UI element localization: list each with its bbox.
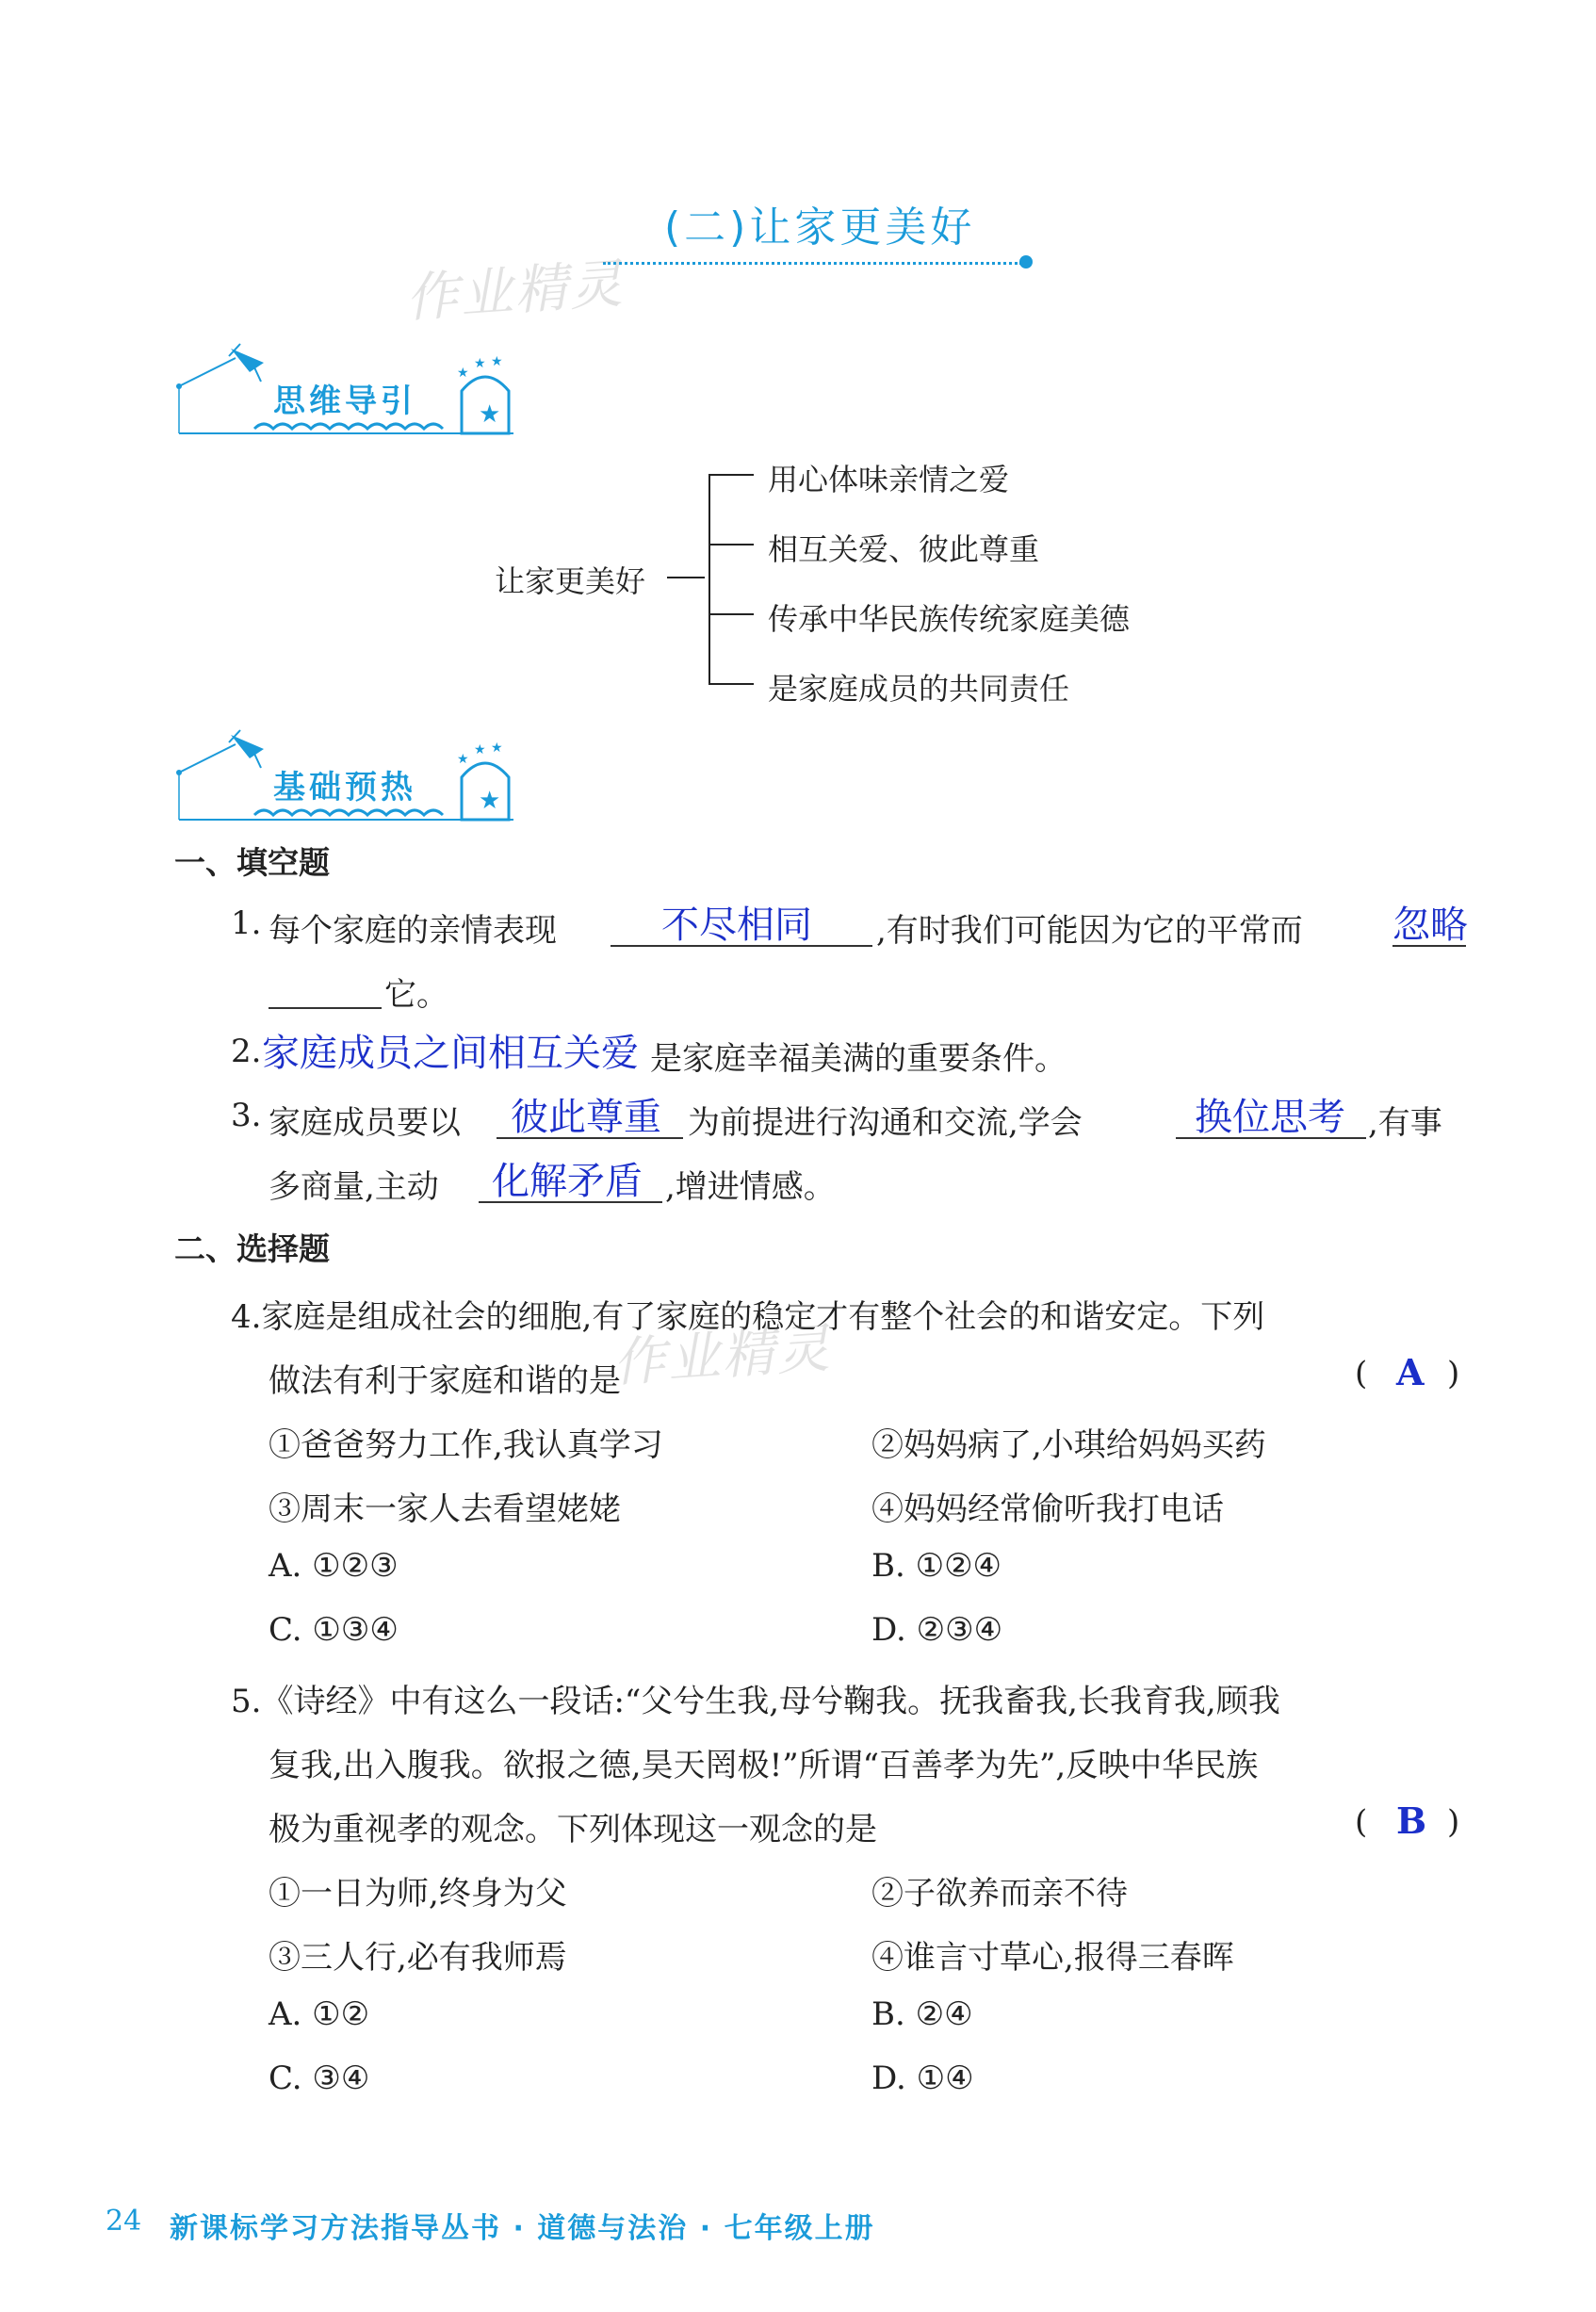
q5-paren-close: ) [1447, 1803, 1460, 1841]
watermark: 作业精灵 [403, 252, 627, 331]
q1-answer-b: 忽略 [1392, 904, 1468, 947]
q5-line: 5.《诗经》中有这么一段话:“父兮生我,母兮鞠我。抚我畜我,长我育我,顾我 [231, 1683, 1280, 1720]
mindmap-branch-line [708, 683, 754, 685]
part2-heading: 二、选择题 [174, 1230, 330, 1267]
mindmap-branch: 是家庭成员的共同责任 [768, 671, 1070, 707]
mindmap-branch: 相互关爱、彼此尊重 [768, 531, 1040, 567]
watermark: 作业精灵 [611, 1317, 834, 1395]
q4-line: 4.家庭是组成社会的细胞,有了家庭的稳定才有整个社会的和谐安定。下列 [231, 1298, 1265, 1336]
q3-answer-c: 化解矛盾 [492, 1160, 643, 1203]
q5-line: 极为重视孝的观念。下列体现这一观念的是 [269, 1811, 877, 1848]
mindmap-branch-line [708, 544, 754, 545]
q5-item: ①一日为师,终身为父 [269, 1875, 567, 1913]
q3-text-e: ,增进情感。 [665, 1168, 836, 1206]
q5-item: ②子欲养而亲不待 [871, 1875, 1128, 1913]
mindmap-root: 让家更美好 [495, 563, 646, 599]
q4-item: ①爸爸努力工作,我认真学习 [269, 1426, 663, 1464]
svg-text:★: ★ [457, 752, 469, 767]
q3-text-d: 多商量,主动 [269, 1168, 439, 1206]
q1-answer-a: 不尽相同 [661, 904, 812, 947]
q5-paren-open: ( [1355, 1803, 1368, 1841]
section-title: (二)让家更美好 [664, 204, 976, 252]
q3-answer-b: 换位思考 [1195, 1096, 1345, 1139]
q5-item: ③三人行,必有我师焉 [269, 1939, 567, 1977]
svg-text:★: ★ [491, 354, 503, 369]
mindmap-branch: 传承中华民族传统家庭美德 [768, 601, 1131, 637]
q4-option: B. ①②④ [871, 1547, 1002, 1585]
q5-item: ④谁言寸草心,报得三春晖 [871, 1939, 1234, 1977]
q4-answer: A [1396, 1351, 1425, 1393]
svg-text:★: ★ [479, 787, 501, 815]
part1-heading: 一、填空题 [174, 844, 330, 881]
page-number: 24 [106, 2205, 142, 2238]
q4-item: ④妈妈经常偷听我打电话 [871, 1490, 1224, 1528]
title-underline [603, 262, 1022, 265]
svg-text:★: ★ [474, 742, 486, 757]
basics-banner-label: 基础预热 [273, 769, 416, 806]
q3-text-a: 家庭成员要以 [269, 1104, 461, 1142]
q1-number: 1. [231, 904, 262, 942]
title-dot [1019, 255, 1033, 269]
footer-text: 新课标学习方法指导丛书 · 道德与法治 · 七年级上册 [170, 2212, 875, 2245]
mindmap-branch-line [708, 474, 754, 476]
mindmap-branch-line [708, 613, 754, 615]
q1-blank-b [1392, 945, 1466, 947]
q4-paren-close: ) [1447, 1355, 1460, 1392]
q1-text-c: 它。 [384, 976, 448, 1014]
q3-text-b: 为前提进行沟通和交流,学会 [688, 1104, 1083, 1142]
q1-text-b: ,有时我们可能因为它的平常而 [876, 912, 1303, 950]
q5-answer: B [1396, 1799, 1427, 1842]
q5-option: A. ①② [269, 1995, 370, 2033]
q2-answer: 家庭成员之间相互关爱 [262, 1032, 639, 1075]
guide-banner-label: 思维导引 [273, 383, 416, 420]
q4-option: C. ①③④ [269, 1611, 399, 1649]
q5-option: B. ②④ [871, 1995, 973, 2033]
q4-item: ②妈妈病了,小琪给妈妈买药 [871, 1426, 1266, 1464]
q1-text-a: 每个家庭的亲情表现 [269, 912, 557, 950]
mindmap-branch: 用心体味亲情之爱 [768, 462, 1010, 497]
q2-text: 是家庭幸福美满的重要条件。 [650, 1040, 1067, 1078]
q5-line: 复我,出入腹我。欲报之德,昊天罔极!”所谓“百善孝为先”,反映中华民族 [269, 1747, 1259, 1784]
q4-paren-open: ( [1355, 1355, 1368, 1392]
q4-option: D. ②③④ [871, 1611, 1003, 1649]
svg-text:★: ★ [474, 356, 486, 371]
q4-option: A. ①②③ [269, 1547, 399, 1585]
svg-text:★: ★ [479, 400, 501, 429]
q5-option: C. ③④ [269, 2060, 370, 2097]
mindmap-bracket [708, 474, 710, 684]
svg-text:★: ★ [457, 366, 469, 381]
q4-item: ③周末一家人去看望姥姥 [269, 1490, 621, 1528]
q1-blank-b-cont [269, 1007, 382, 1009]
q2-number: 2. [231, 1033, 262, 1070]
q3-text-c: ,有事 [1368, 1104, 1442, 1142]
mindmap-connector [667, 577, 705, 578]
q4-line: 做法有利于家庭和谐的是 [269, 1362, 621, 1400]
q3-number: 3. [231, 1097, 262, 1134]
q5-option: D. ①④ [871, 2060, 974, 2097]
q3-answer-a: 彼此尊重 [511, 1096, 661, 1139]
svg-text:★: ★ [491, 741, 503, 756]
